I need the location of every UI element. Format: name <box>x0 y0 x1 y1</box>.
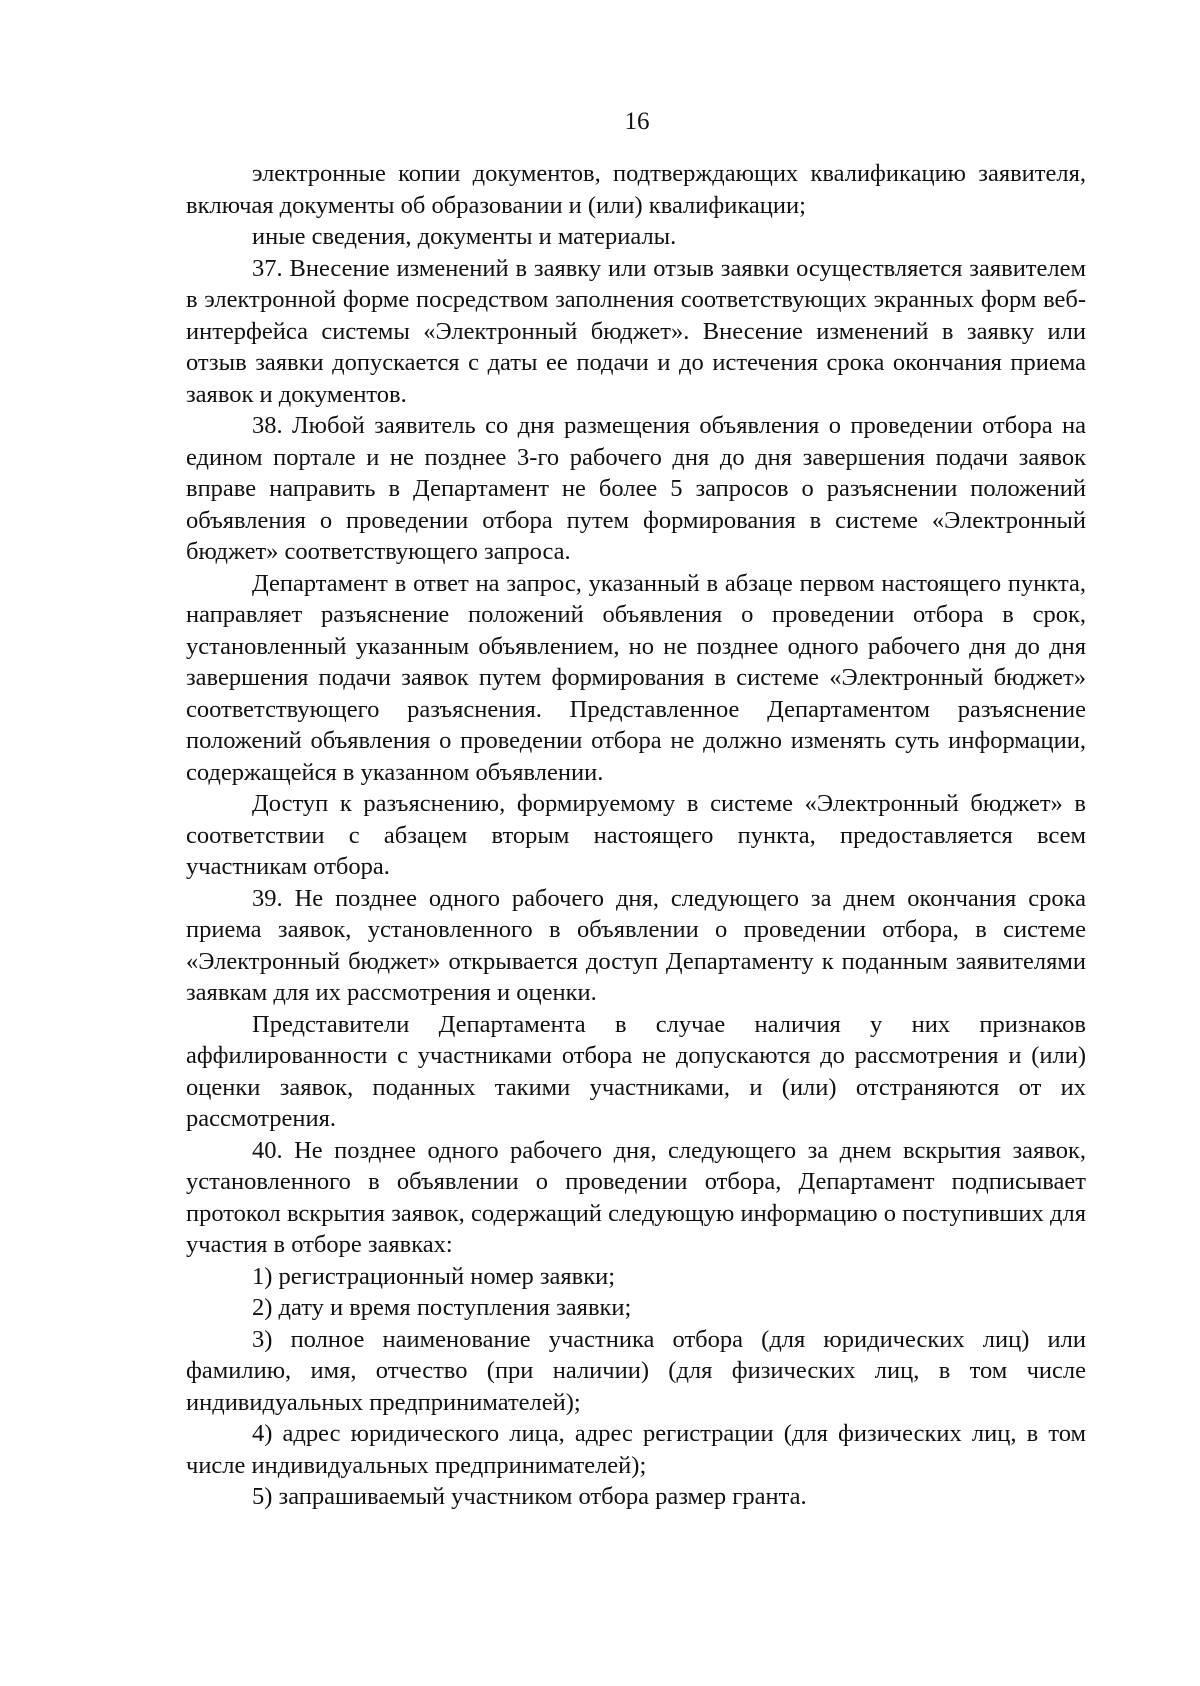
list-item-3: 3) полное наименование участника отбора (для юридических лиц) или фамилию, имя, отчество (при наличии) (для физических лиц, в том числе индивидуальных предпринимателей); <box>186 1325 1086 1416</box>
paragraph-38: 38. Любой заявитель со дня размещения объявления о проведении отбора на едином портале и не позднее 3-го рабочего дня до дня завершения подачи заявок вправе направить в Департамент не более 5 запросов о разъяснении положений объявления о проведении отбора путем формирования в системе «Электронный бюджет» соответствующего запроса. <box>186 412 1086 565</box>
list-item-5: 5) запрашиваемый участником отбора размер гранта. <box>252 1483 807 1510</box>
paragraph-39: 39. Не позднее одного рабочего дня, следующего за днем окончания срока приема заявок, установленного в объявлении о проведении отбора, в системе «Электронный бюджет» открывается доступ Департаменту к поданным заявителями заявкам для их рассмотрения и оценки. <box>186 884 1086 1006</box>
list-item-2: 2) дату и время поступления заявки; <box>252 1294 632 1321</box>
list-item-4: 4) адрес юридического лица, адрес регистрации (для физических лиц, в том числе индивидуальных предпринимателей); <box>186 1420 1086 1479</box>
paragraph-38-access: Доступ к разъяснению, формируемому в системе «Электронный бюджет» в соответствии с абзацем вторым настоящего пункта, предоставляется всем участникам отбора. <box>186 790 1086 880</box>
paragraph-other-info: иные сведения, документы и материалы. <box>252 223 677 250</box>
paragraph-38-response: Департамент в ответ на запрос, указанный в абзаце первом настоящего пункта, направляет разъяснение положений объявления о проведении отбора в срок, установленный указанным объявлением, но не позднее одного рабочего дня до дня завершения подачи заявок путем формирования в системе «Электронный бюджет» соответствующего разъяснения. Представленное Департаментом разъяснение положений объявления о проведении отбора не должно изменять суть информации, содержащейся в указанном объявлении. <box>186 569 1086 786</box>
paragraph-qualification-docs: электронные копии документов, подтверждающих квалификацию заявителя, включая документы об образовании и (или) квалификации; <box>186 160 1086 219</box>
page-number: 16 <box>624 108 650 135</box>
paragraph-40: 40. Не позднее одного рабочего дня, следующего за днем вскрытия заявок, установленного в объявлении о проведении отбора, Департамент подписывает протокол вскрытия заявок, содержащий следующую информацию о поступивших для участия в отборе заявках: <box>186 1136 1086 1258</box>
document-body <box>186 158 1086 1513</box>
paragraph-39-affiliation: Представители Департамента в случае наличия у них признаков аффилированности с участниками отбора не допускаются до рассмотрения и (или) оценки заявок, поданных такими участниками, и (или) отстраняются от их рассмотрения. <box>186 1010 1086 1132</box>
list-item-1: 1) регистрационный номер заявки; <box>252 1262 616 1290</box>
paragraph-37: 37. Внесение изменений в заявку или отзыв заявки осуществляется заявителем в электронной форме посредством заполнения соответствующих экранных форм веб-интерфейса системы «Электронный бюджет». Внесение изменений в заявку или отзыв заявки допускается с даты ее подачи и до истечения срока окончания приема заявок и документов. <box>186 254 1086 408</box>
